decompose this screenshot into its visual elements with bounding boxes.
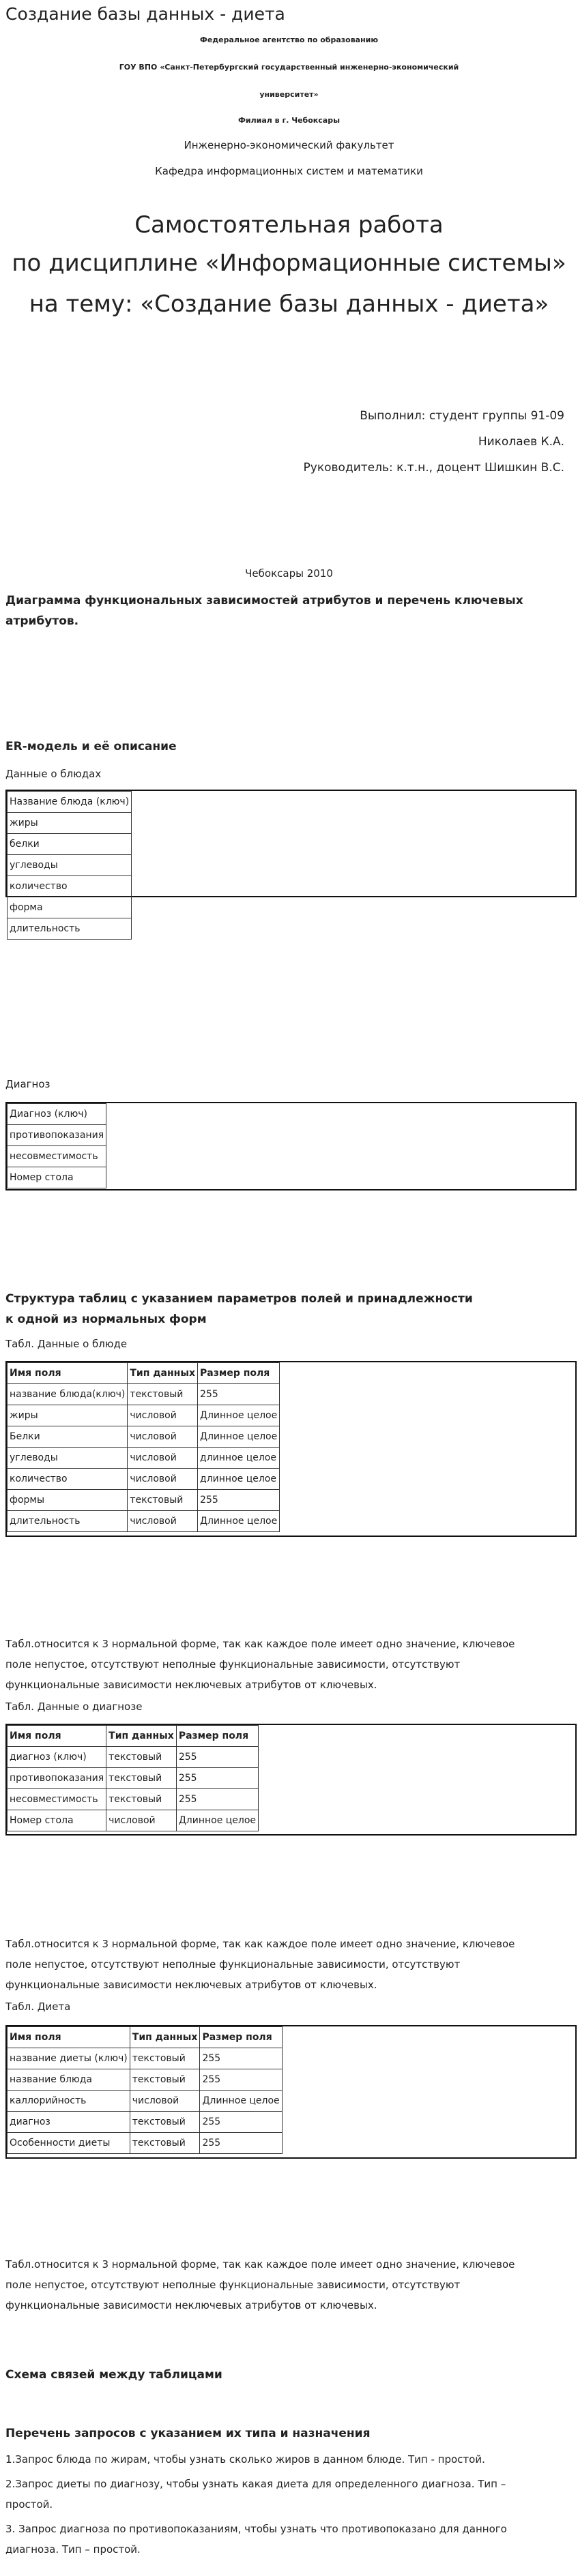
faculty-line: Инженерно-экономический факультет	[184, 139, 394, 151]
nf-note-3	[5, 2254, 515, 2316]
table3-body	[8, 2027, 283, 2154]
table1-caption: Табл. Данные о блюде	[5, 1338, 128, 1350]
dishes-attribute-cell: количество	[8, 876, 132, 897]
field-size-cell: 255	[200, 2112, 282, 2133]
field-name-cell: формы	[8, 1490, 128, 1511]
performer-line: Выполнил: студент группы 91-09	[360, 409, 564, 423]
work-title-line-3: на тему: «Создание базы данных - диета»	[29, 290, 549, 318]
field-name-cell: каллорийность	[8, 2091, 130, 2112]
field-name-cell: Особенности диеты	[8, 2133, 130, 2154]
nf-note-2-line-1: Табл.относится к 3 нормальной форме, так как каждое поле имеет одно значение, ключевое	[5, 1938, 515, 1950]
field-name-cell: количество	[8, 1469, 128, 1490]
field-type-cell: текстовый	[106, 1747, 177, 1768]
table3	[7, 2026, 283, 2154]
field-type-cell: текстовый	[106, 1768, 177, 1789]
field-size-cell: 255	[200, 2048, 282, 2069]
branch-line: Филиал в г. Чебоксары	[237, 116, 341, 125]
field-type-cell: текстовый	[130, 2069, 200, 2091]
field-name-cell: диагноз	[8, 2112, 130, 2133]
query-1: 1.Запрос блюда по жирам, чтобы узнать сколько жиров в данном блюде. Тип - простой.	[5, 2453, 485, 2466]
diagnosis-entity-table	[7, 1103, 106, 1188]
table-row	[8, 1810, 259, 1831]
field-name-cell: несовместимость	[8, 1789, 106, 1810]
header-size: Размер поля	[200, 2027, 282, 2048]
field-name-cell: противопоказания	[8, 1768, 106, 1789]
dishes-attribute-cell: Название блюда (ключ)	[8, 792, 132, 813]
query-2-line-1: 2.Запрос диеты по диагнозу, чтобы узнать какая диета для определенного диагноза. Тип –	[5, 2478, 506, 2490]
field-size-cell: 255	[200, 2069, 282, 2091]
header-type: Тип данных	[106, 1726, 177, 1747]
field-type-cell: текстовый	[128, 1384, 198, 1405]
field-name-cell: название диеты (ключ)	[8, 2048, 130, 2069]
field-size-cell: Длинное целое	[200, 2091, 282, 2112]
table-row	[8, 2069, 283, 2091]
field-type-cell: текстовый	[130, 2112, 200, 2133]
dishes-attribute-cell: длительность	[8, 918, 132, 940]
field-size-cell: длинное целое	[198, 1469, 280, 1490]
field-name-cell: длительность	[8, 1511, 128, 1532]
er-heading: ER-модель и её описание	[5, 740, 177, 753]
field-name-cell: Номер стола	[8, 1810, 106, 1831]
structure-heading-line-1: Структура таблиц с указанием параметров полей и принадлежности	[5, 1292, 473, 1306]
dishes-attribute	[8, 876, 132, 897]
department-line: Кафедра информационных систем и математики	[155, 165, 423, 177]
dishes-attribute-cell: углеводы	[8, 855, 132, 876]
field-size-cell: Длинное целое	[198, 1405, 280, 1426]
field-name-cell: Белки	[8, 1426, 128, 1448]
field-name-cell: диагноз (ключ)	[8, 1747, 106, 1768]
nf-note-3-line-2: поле непустое, отсутствуют неполные функциональные зависимости, отсутствуют	[5, 2279, 461, 2291]
header-type: Тип данных	[128, 1363, 198, 1384]
dishes-attribute-cell: белки	[8, 834, 132, 855]
table-header-row	[8, 1363, 280, 1384]
dishes-entity-body	[8, 792, 132, 940]
table-row	[8, 1747, 259, 1768]
header-type: Тип данных	[130, 2027, 200, 2048]
field-size-cell: 255	[198, 1384, 280, 1405]
supervisor-line: Руководитель: к.т.н., доцент Шишкин В.С.	[303, 461, 564, 475]
field-type-cell: числовой	[128, 1405, 198, 1426]
nf-note-1	[5, 1634, 515, 1695]
table-row	[8, 1768, 259, 1789]
agency-line: Федеральное агентство по образованию	[199, 35, 379, 44]
dishes-attribute	[8, 813, 132, 834]
nf-note-1-line-3: функциональные зависимости неключевых атрибутов от ключевых.	[5, 1679, 377, 1691]
nf-note-3-line-3: функциональные зависимости неключевых атрибутов от ключевых.	[5, 2299, 377, 2311]
field-size-cell: Длинное целое	[198, 1511, 280, 1532]
city-year: Чебоксары 2010	[245, 567, 333, 580]
field-size-cell: 255	[176, 1768, 258, 1789]
dishes-attribute-cell: форма	[8, 897, 132, 918]
dishes-attribute	[8, 918, 132, 940]
diagnosis-entity-body	[8, 1104, 106, 1188]
university-line-1: ГОУ ВПО «Санкт-Петербургский государственный инженерно-экономический	[119, 63, 459, 72]
field-type-cell: текстовый	[106, 1789, 177, 1810]
field-size-cell: 255	[200, 2133, 282, 2154]
field-type-cell: числовой	[106, 1810, 177, 1831]
table-row	[8, 1511, 280, 1532]
links-heading: Схема связей между таблицами	[5, 2368, 222, 2382]
diagnosis-label: Диагноз	[5, 1078, 50, 1090]
table-row	[8, 1490, 280, 1511]
structure-heading-line-2: к одной из нормальных форм	[5, 1313, 207, 1326]
header-size: Размер поля	[198, 1363, 280, 1384]
queries-heading: Перечень запросов с указанием их типа и назначения	[5, 2427, 371, 2440]
header-name: Имя поля	[8, 1726, 106, 1747]
work-title-line-1: Самостоятельная работа	[134, 211, 444, 239]
document-title: Создание базы данных - диета	[5, 4, 285, 24]
table-row	[8, 2091, 283, 2112]
diagnosis-attribute-cell: Диагноз (ключ)	[8, 1104, 106, 1125]
fd-heading	[5, 590, 523, 631]
field-type-cell: текстовый	[130, 2048, 200, 2069]
diagnosis-attribute-cell: противопоказания	[8, 1125, 106, 1146]
nf-note-2-line-3: функциональные зависимости неключевых атрибутов от ключевых.	[5, 1979, 377, 1991]
table2	[7, 1725, 259, 1831]
table-row	[8, 1448, 280, 1469]
work-title-line-2: по дисциплине «Информационные системы»	[12, 250, 566, 277]
diagnosis-attribute	[8, 1167, 106, 1188]
table-row	[8, 1426, 280, 1448]
header-name: Имя поля	[8, 2027, 130, 2048]
field-name-cell: название блюда(ключ)	[8, 1384, 128, 1405]
field-size-cell: 255	[176, 1789, 258, 1810]
field-name-cell: жиры	[8, 1405, 128, 1426]
student-name: Николаев К.А.	[478, 435, 564, 449]
nf-note-3-line-1: Табл.относится к 3 нормальной форме, так как каждое поле имеет одно значение, ключевое	[5, 2258, 515, 2271]
table1	[7, 1362, 280, 1532]
dishes-attribute	[8, 855, 132, 876]
table-row	[8, 1469, 280, 1490]
field-size-cell: Длинное целое	[198, 1426, 280, 1448]
query-2	[5, 2474, 506, 2515]
field-name-cell: название блюда	[8, 2069, 130, 2091]
nf-note-2-line-2: поле непустое, отсутствуют неполные функциональные зависимости, отсутствуют	[5, 1958, 461, 1971]
field-size-cell: 255	[176, 1747, 258, 1768]
diagnosis-attribute-cell: Номер стола	[8, 1167, 106, 1188]
nf-note-2	[5, 1934, 515, 1995]
nf-note-1-line-2: поле непустое, отсутствуют неполные функциональные зависимости, отсутствуют	[5, 1658, 461, 1671]
field-type-cell: текстовый	[128, 1490, 198, 1511]
table-row	[8, 1789, 259, 1810]
dishes-entity-table	[7, 791, 132, 940]
field-type-cell: числовой	[128, 1511, 198, 1532]
table-row	[8, 1384, 280, 1405]
field-size-cell: длинное целое	[198, 1448, 280, 1469]
field-size-cell: 255	[198, 1490, 280, 1511]
dishes-label: Данные о блюдах	[5, 768, 102, 780]
diagnosis-attribute	[8, 1125, 106, 1146]
dishes-attribute	[8, 792, 132, 813]
field-size-cell: Длинное целое	[176, 1810, 258, 1831]
query-3	[5, 2519, 507, 2560]
university-line-2: университет»	[259, 90, 319, 99]
diagnosis-attribute	[8, 1146, 106, 1167]
field-type-cell: числовой	[128, 1426, 198, 1448]
header-name: Имя поля	[8, 1363, 128, 1384]
table-row	[8, 2112, 283, 2133]
field-name-cell: углеводы	[8, 1448, 128, 1469]
query-3-line-2: диагноза. Тип – простой.	[5, 2543, 141, 2556]
table-header-row	[8, 2027, 283, 2048]
table1-body	[8, 1363, 280, 1532]
structure-heading	[5, 1289, 473, 1330]
field-type-cell: числовой	[128, 1448, 198, 1469]
table2-body	[8, 1726, 259, 1831]
fd-heading-line-2: атрибутов.	[5, 614, 79, 628]
table3-caption: Табл. Диета	[5, 2001, 71, 2013]
field-type-cell: текстовый	[130, 2133, 200, 2154]
table-row	[8, 2048, 283, 2069]
query-2-line-2: простой.	[5, 2498, 53, 2511]
nf-note-1-line-1: Табл.относится к 3 нормальной форме, так как каждое поле имеет одно значение, ключевое	[5, 1638, 515, 1650]
table-row	[8, 2133, 283, 2154]
diagnosis-attribute-cell: несовместимость	[8, 1146, 106, 1167]
table-header-row	[8, 1726, 259, 1747]
table-row	[8, 1405, 280, 1426]
diagnosis-attribute	[8, 1104, 106, 1125]
dishes-attribute	[8, 834, 132, 855]
fd-heading-line-1: Диаграмма функциональных зависимостей атрибутов и перечень ключевых	[5, 594, 523, 608]
header-size: Размер поля	[176, 1726, 258, 1747]
dishes-attribute-cell: жиры	[8, 813, 132, 834]
field-type-cell: числовой	[130, 2091, 200, 2112]
query-3-line-1: 3. Запрос диагноза по противопоказаниям, чтобы узнать что противопоказано для данного	[5, 2523, 507, 2535]
table2-caption: Табл. Данные о диагнозе	[5, 1701, 143, 1713]
dishes-attribute	[8, 897, 132, 918]
field-type-cell: числовой	[128, 1469, 198, 1490]
